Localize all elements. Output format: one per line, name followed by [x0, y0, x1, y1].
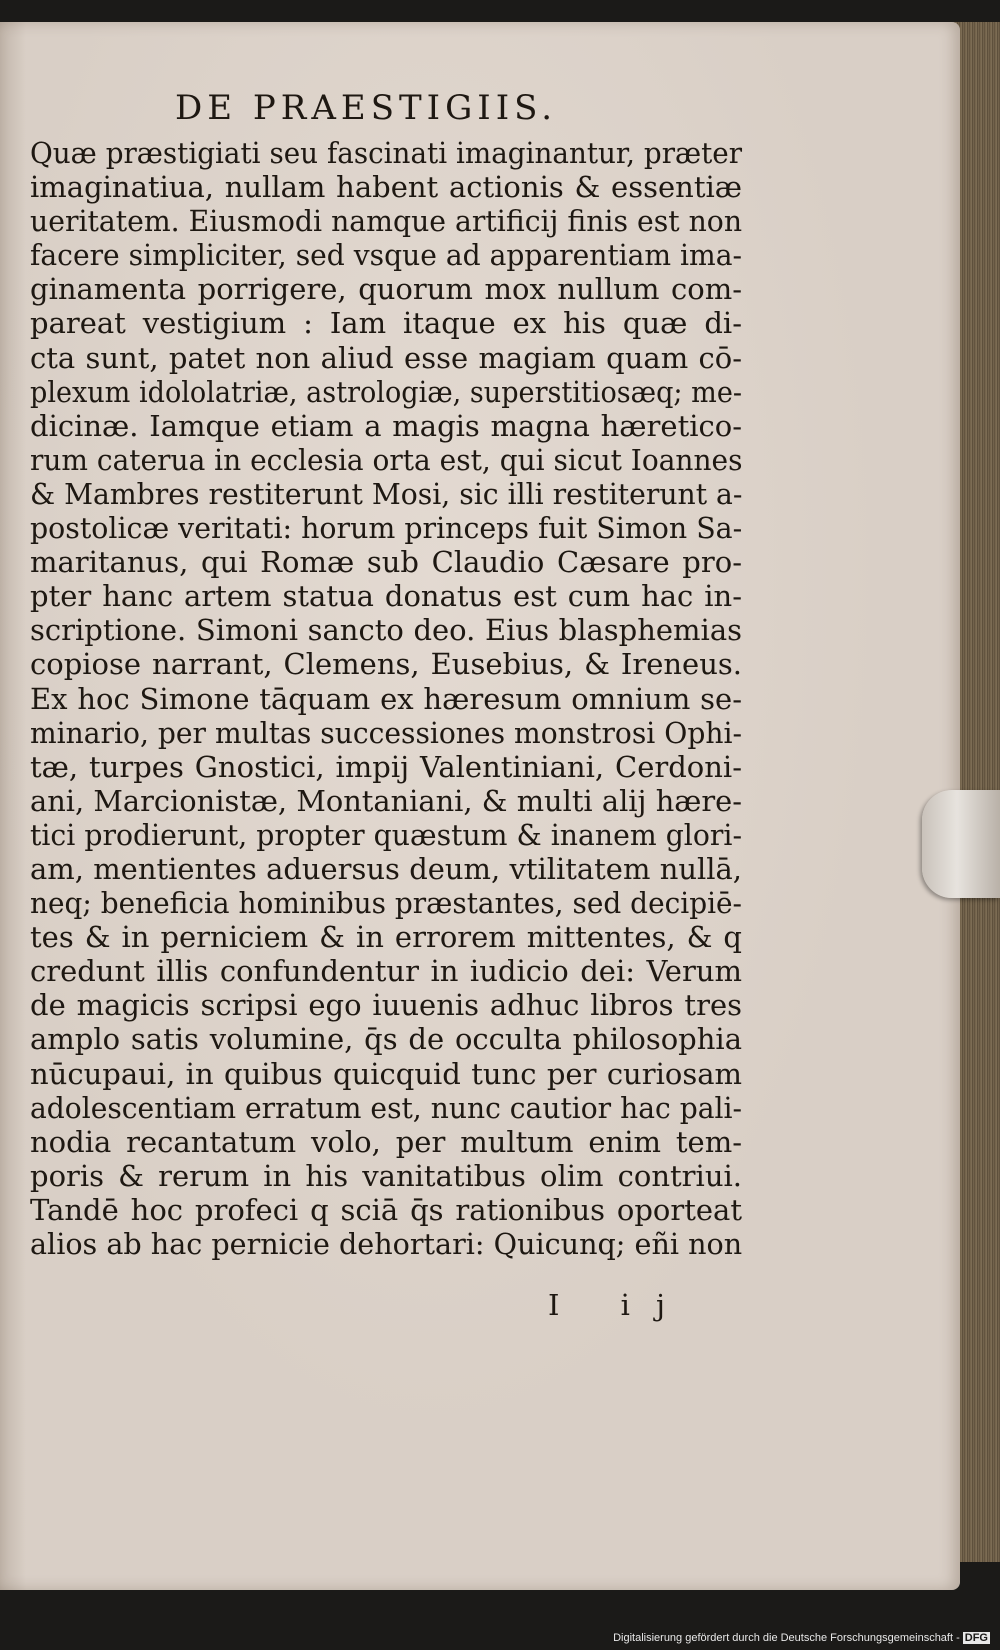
- text-line: tes & in perniciem & in errorem mittentes, & q: [30, 920, 742, 955]
- text-line: poris & rerum in his vanitatibus olim contriui.: [30, 1158, 742, 1193]
- text-line: ani, Marcionistæ, Montaniani, & multi alij hære-: [30, 783, 742, 818]
- text-line: ginamenta porrigere, quorum mox nullum com-: [30, 272, 742, 307]
- footer-text: Digitalisierung gefördert durch die Deutsche Forschungsgemeinschaft -: [613, 1632, 960, 1644]
- text-line: cta sunt, patet non aliud esse magiam quam cō-: [30, 340, 742, 375]
- text-line: tici prodierunt, propter quæstum & inanem glori-: [30, 817, 742, 852]
- dfg-logo: DFG: [964, 1632, 988, 1644]
- text-line: credunt illis confundentur in iudicio dei: Verum: [30, 954, 742, 989]
- text-line: adolescentiam erratum est, nunc cautior hac pali-: [30, 1090, 742, 1125]
- footer-credit: [613, 1632, 990, 1644]
- text-line: alios ab hac pernicie dehortari: Quicunq; eñi non: [30, 1227, 743, 1261]
- text-line: minario, per multas successiones monstrosi Ophi-: [30, 715, 742, 750]
- running-head: DE PRAESTIGIIS.: [174, 88, 558, 128]
- page-text-block: [30, 86, 742, 1261]
- text-line: postolicæ veritati: horum princeps fuit Simon Sa-: [30, 511, 743, 546]
- text-line: plexum idololatriæ, astrologiæ, superstitiosæq; me-: [30, 374, 742, 409]
- text-line: facere simpliciter, sed vsque ad apparentiam ima-: [30, 238, 742, 273]
- signature-mark: I ij: [548, 1288, 691, 1322]
- text-line: & Mambres restiterunt Mosi, sic illi restiterunt a-: [30, 476, 743, 511]
- text-line: Quæ præstigiati seu fascinati imaginantur, præter: [30, 136, 742, 170]
- text-line: dicinæ. Iamque etiam a magis magna hæretico-: [30, 408, 742, 443]
- text-line: ueritatem. Eiusmodi namque artificij finis est non: [30, 204, 743, 239]
- text-line: pareat vestigium : Iam itaque ex his quæ di-: [30, 306, 742, 341]
- text-line: de magicis scripsi ego iuuenis adhuc libros tres: [30, 988, 742, 1023]
- page-tab-marker: [922, 790, 1000, 898]
- text-line: Tandē hoc profeci q sciā q̄s rationibus oporteat: [30, 1192, 742, 1227]
- text-line: neq; beneficia hominibus præstantes, sed decipiē-: [30, 886, 742, 921]
- text-line: am, mentientes aduersus deum, vtilitatem nullā,: [30, 851, 742, 886]
- text-line: tæ, turpes Gnostici, impij Valentiniani, Cerdoni-: [30, 749, 742, 784]
- text-line: imaginatiua, nullam habent actionis & essentiæ: [30, 170, 742, 205]
- text-line: pter hanc artem statua donatus est cum hac in-: [30, 579, 742, 614]
- text-line: nodia recantatum volo, per multum enim tem-: [30, 1124, 742, 1159]
- body-lines: [30, 136, 742, 1261]
- text-line: maritanus, qui Romæ sub Claudio Cæsare pro-: [30, 545, 742, 580]
- text-line: Ex hoc Simone tāquam ex hæresum omnium se-: [30, 681, 742, 716]
- text-line: copiose narrant, Clemens, Eusebius, & Ireneus.: [30, 647, 742, 682]
- text-line: nūcupaui, in quibus quicquid tunc per curiosam: [30, 1056, 742, 1091]
- text-line: amplo satis volumine, q̄s de occulta philosophia: [30, 1022, 742, 1057]
- text-line: scriptione. Simoni sancto deo. Eius blasphemias: [30, 613, 742, 648]
- text-line: rum caterua in ecclesia orta est, qui sicut Ioannes: [30, 442, 743, 477]
